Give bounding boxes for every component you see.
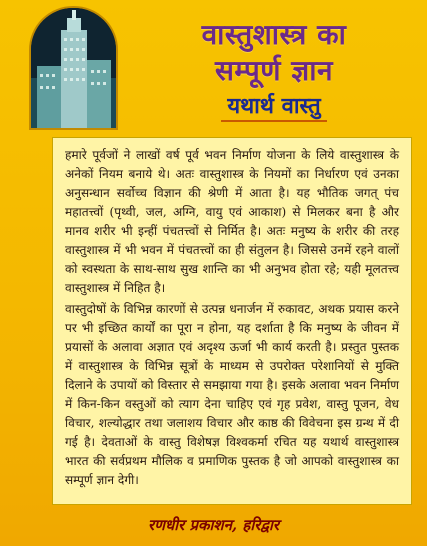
title-line-2: सम्पूर्ण ज्ञान (215, 54, 333, 87)
subtitle: यथार्थ वास्तु (221, 92, 326, 122)
description-panel (52, 137, 412, 505)
paragraph-2: वास्तुदोषों के विभिन्न कारणों से उत्पन्न धनार्जन में रुकावट, अथक प्रयास करने पर भी इच्छित कार्यों का पूरा न होना, यह दर्शाता है कि मनुष्य के जीवन में प्रयासों के अलावा अज्ञात एवं अदृश्य ऊर्जा भी कार्य करती है। प्रस्तुत पुस्तक में वास्तुशास्त्र के विभिन्न सूत्रों के माध्यम से उपरोक्त परेशानियों से मुक्ति दिलाने के उपायों को विस्तार से समझाया गया है। इसके अलावा भवन निर्माण में किन-किन वस्तुओं को त्याग देना चाहिए एवं गृह प्रवेश, वास्तु पूजन, वेध विचार, शल्योद्धार तथा जलाशय विचार और काष्ठ की विवेचना इस ग्रन्थ में दी गई है। देवताओं के वास्तु विशेषज्ञ विश्वकर्मा रचित यह यथार्थ वास्तुशास्त्र भारत की सर्वप्रथम मौलिक व प्रमाणिक पुस्तक है जो आपको वास्तुशास्त्र का सम्पूर्ण ज्ञान देगी। (65, 302, 399, 487)
skyscraper-illustration (31, 8, 116, 128)
title-line-1: वास्तुशास्त्र का (201, 18, 347, 51)
paragraph-1: हमारे पूर्वजों ने लाखों वर्ष पूर्व भवन निर्माण योजना के लिये वास्तुशास्त्र के अनेकों नियम बनाये थे। अतः वास्तुशास्त्र के नियमों का निर्धारण एवं उनका अनुसन्धान सर्वोच्च विज्ञान की श्रेणी में आता है। यह भौतिक जगत् पंच महातत्त्वों (पृथ्वी, जल, अग्नि, वायु एवं आकाश) से मिलकर बना है और मानव शरीर भी इन्हीं पंचतत्त्वों से निर्मित है। अतः मनुष्य के शरीर की तरह वास्तुशास्त्र में भी भवन में पंचतत्त्वों का ही संतुलन है। जिससे उनमें रहने वालों को स्वस्थता के साथ-साथ सुख शान्ति का भी अनुभव होता रहे; यही मूलतत्त्व वास्तुशास्त्र में निहित है। (65, 148, 399, 295)
building-photo (29, 6, 118, 130)
publisher-footer: रणधीर प्रकाशन, हरिद्वार (148, 516, 279, 534)
cover-title-block (124, 18, 424, 122)
